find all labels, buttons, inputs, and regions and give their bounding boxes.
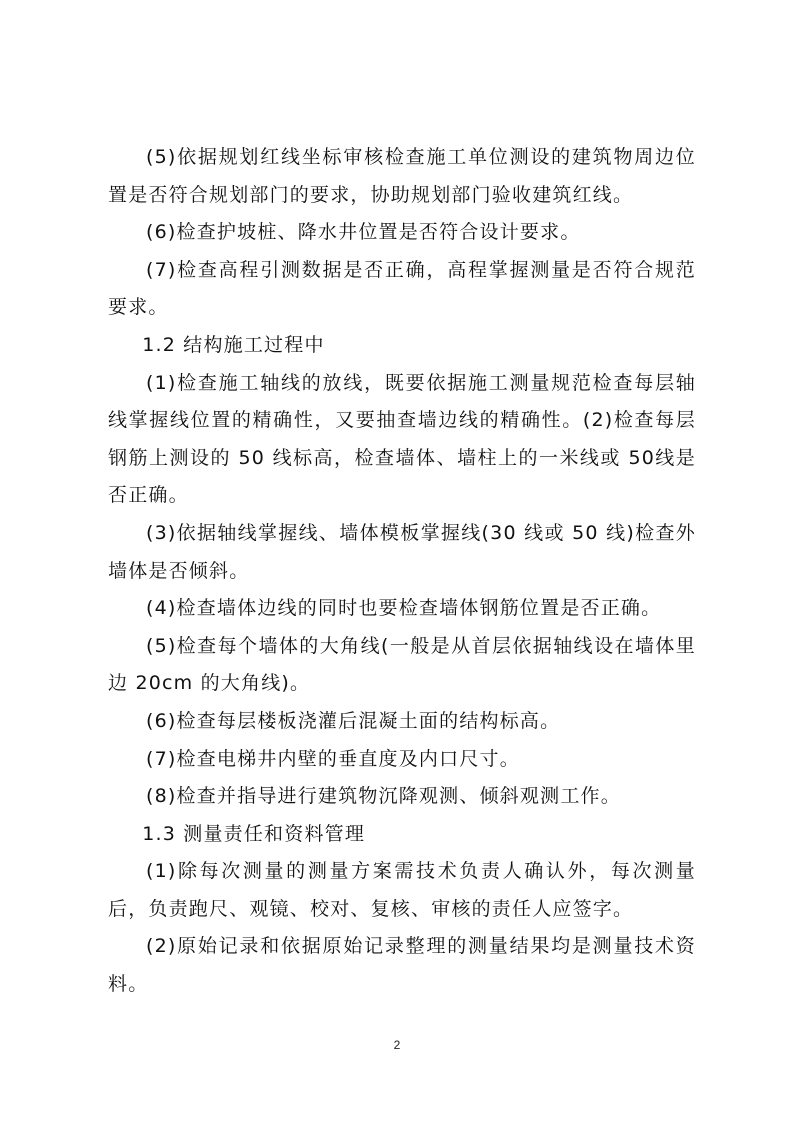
- paragraph-elevator-shaft: (7)检查电梯井内壁的垂直度及内口尺寸。: [146, 747, 520, 770]
- page-number: 2: [393, 1038, 401, 1052]
- paragraph-corner-lines: (5)检查每个墙体的大角线(一般是从首层依据轴线设在墙体里边 20cm 的大角线)。: [108, 634, 696, 695]
- section-heading-structure: 1.2 结构施工过程中: [142, 333, 325, 356]
- paragraph-axis-lines: (1)检查施工轴线的放线，既要依据施工测量规范检查每层轴线掌握线位置的精确性，又要抽查墙边线的精确性。(2)检查每层钢筋上测设的 50 线标高，检查墙体、墙柱上的一米线或 50线是否正确。: [108, 371, 696, 507]
- section-heading-responsibility: 1.3 测量责任和资料管理: [142, 822, 366, 845]
- paragraph-original-records: (2)原始记录和依据原始记录整理的测量结果均是测量技术资料。: [108, 935, 696, 996]
- document-body: [108, 139, 696, 1004]
- paragraph-elevation-check: (7)检查高程引测数据是否正确，高程掌握测量是否符合规范要求。: [108, 258, 696, 319]
- paragraph-signature-responsibility: (1)除每次测量的测量方案需技术负责人确认外，每次测量后，负责跑尺、观镜、校对、复核、审核的责任人应签字。: [108, 860, 696, 920]
- paragraph-wall-rebar: (4)检查墙体边线的同时也要检查墙体钢筋位置是否正确。: [146, 597, 662, 620]
- paragraph-slope-piles: (6)检查护坡桩、降水井位置是否符合设计要求。: [146, 221, 581, 244]
- paragraph-settlement-observation: (8)检查并指导进行建筑物沉降观测、倾斜观测工作。: [146, 785, 621, 808]
- paragraph-wall-tilt: (3)依据轴线掌握线、墙体模板掌握线(30 线或 50 线)检查外墙体是否倾斜。: [108, 521, 696, 582]
- paragraph-slab-elevation: (6)检查每层楼板浇灌后混凝土面的结构标高。: [146, 709, 561, 732]
- paragraph-survey-red-line: (5)依据规划红线坐标审核检查施工单位测设的建筑物周边位置是否符合规划部门的要求，协助规划部门验收建筑红线。: [108, 146, 696, 206]
